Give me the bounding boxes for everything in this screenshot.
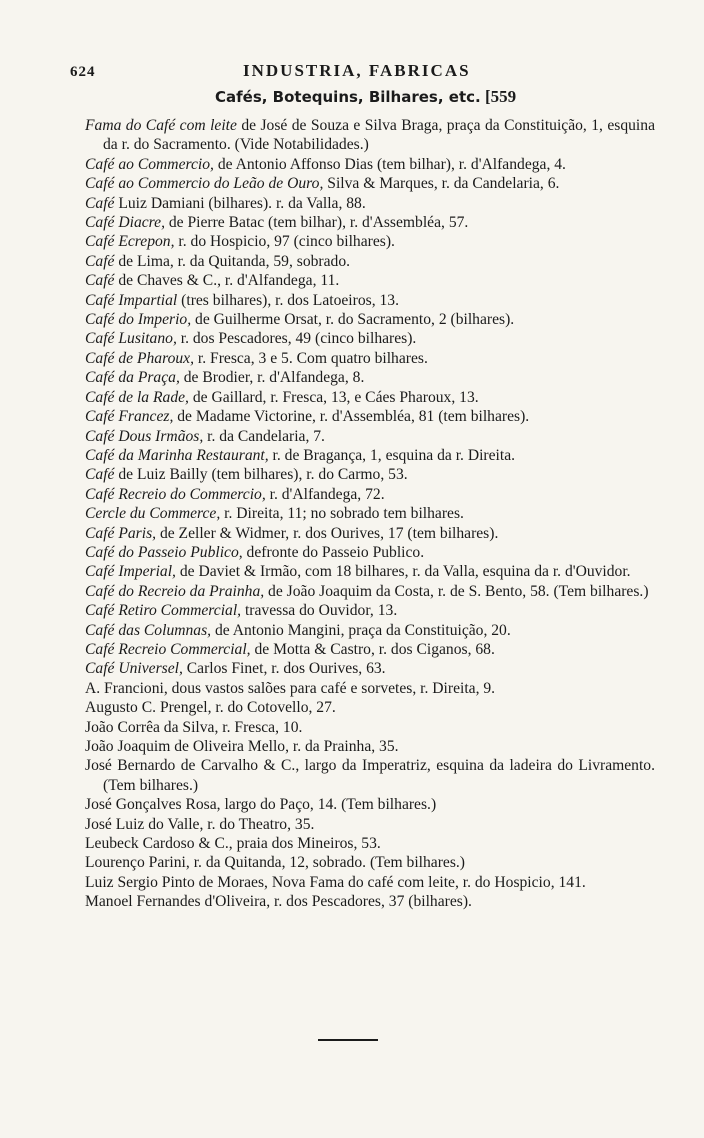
entry-establishment-name: Café <box>85 272 115 290</box>
directory-entry <box>85 640 655 659</box>
entry-establishment-name: Café das Columnas, <box>85 621 212 639</box>
directory-entry <box>85 524 655 543</box>
entry-establishment-name: Café <box>85 252 115 270</box>
directory-entry <box>85 388 655 407</box>
entry-establishment-name: Café de la Rade, <box>85 388 189 406</box>
entry-establishment-name: Café Ecrepon, <box>85 233 175 251</box>
entry-establishment-name: Cercle du Commerce, <box>85 505 221 523</box>
entry-details: travessa do Ouvidor, 13. <box>241 602 398 620</box>
entry-establishment-name: Café da Marinha Restaurant, <box>85 446 269 464</box>
entry-details: defronte do Passeio Publico. <box>242 543 425 561</box>
entry-establishment-name: Café Recreio Commercial, <box>85 640 251 658</box>
directory-entry <box>85 892 655 911</box>
entry-details: r. da Candelaria, 7. <box>203 427 325 445</box>
entry-establishment-name: Fama do Café com leite <box>85 117 237 134</box>
entry-details: de Zeller & Widmer, r. dos Ourives, 17 (tem bilhares). <box>156 524 499 542</box>
subtitle-label: Cafés, Botequins, Bilhares, etc. <box>215 88 481 106</box>
entry-details: de Guilherme Orsat, r. do Sacramento, 2 (bilhares). <box>191 311 515 329</box>
entry-details: João Joaquim de Oliveira Mello, r. da Prainha, 35. <box>85 738 399 755</box>
entry-details: r. dos Pescadores, 49 (cinco bilhares). <box>176 330 417 348</box>
directory-entry <box>85 621 655 640</box>
directory-entry <box>85 116 655 155</box>
directory-entry <box>85 291 655 310</box>
entry-establishment-name: Café Dous Irmãos, <box>85 427 204 445</box>
entry-establishment-name: Café Universel, <box>85 660 183 678</box>
entry-details: Manoel Fernandes d'Oliveira, r. dos Pescadores, 37 (bilhares). <box>85 893 472 911</box>
directory-entry <box>85 853 655 872</box>
entry-details: de Brodier, r. d'Alfandega, 8. <box>179 369 365 387</box>
directory-entry <box>85 737 655 756</box>
directory-entry <box>85 427 655 446</box>
entry-establishment-name: Café Recreio do Commercio, <box>85 485 266 503</box>
entry-details: José Bernardo de Carvalho & C., largo da Imperatriz, esquina da ladeira do Livramento. (Tem bilhares.) <box>85 757 655 794</box>
entry-details: José Gonçalves Rosa, largo do Paço, 14. (Tem bilhares.) <box>85 796 437 814</box>
entry-establishment-name: Café Francez, <box>85 408 174 426</box>
entry-establishment-name: Café ao Commercio, <box>85 155 214 173</box>
entry-details: João Corrêa da Silva, r. Fresca, 10. <box>85 718 303 736</box>
entry-details: r. de Bragança, 1, esquina da r. Direita. <box>268 446 516 464</box>
directory-entry <box>85 679 655 698</box>
entry-details: (tres bilhares), r. dos Latoeiros, 13. <box>177 291 399 309</box>
entry-details: de José de Souza e Silva Braga, praça da Constituição, 1, esquina da r. do Sacramento. (Vide Notabilidades.) <box>103 117 655 154</box>
directory-entries <box>85 116 655 912</box>
directory-entry <box>85 659 655 678</box>
directory-entry <box>85 174 655 193</box>
directory-entry <box>85 756 655 795</box>
entry-details: r. do Hospicio, 97 (cinco bilhares). <box>174 233 395 251</box>
directory-entry <box>85 543 655 562</box>
entry-details: de Antonio Affonso Dias (tem bilhar), r. d'Alfandega, 4. <box>213 155 566 173</box>
source-page-ref: [559 <box>484 87 517 106</box>
entry-establishment-name: Café Diacre, <box>85 214 165 232</box>
entry-details: José Luiz do Valle, r. do Theatro, 35. <box>85 815 315 833</box>
entry-details: de Madame Victorine, r. d'Assembléa, 81 (tem bilhares). <box>173 408 530 426</box>
closing-rule <box>318 1039 378 1041</box>
section-subtitle <box>215 87 516 107</box>
section-title: INDUSTRIA, FABRICAS <box>243 61 471 80</box>
entry-details: A. Francioni, dous vastos salões para café e sorvetes, r. Direita, 9. <box>85 679 496 697</box>
entry-details: Augusto C. Prengel, r. do Cotovello, 27. <box>85 699 336 717</box>
entry-details: de Luiz Bailly (tem bilhares), r. do Carmo, 53. <box>114 466 408 484</box>
directory-entry <box>85 718 655 737</box>
entry-establishment-name: Café <box>85 194 115 212</box>
entry-details: de Pierre Batac (tem bilhar), r. d'Assembléa, 57. <box>164 214 469 232</box>
directory-entry <box>85 698 655 717</box>
entry-establishment-name: Café Lusitano, <box>85 330 177 348</box>
directory-entry <box>85 873 655 892</box>
entry-details: r. Direita, 11; no sobrado tem bilhares. <box>220 505 464 523</box>
directory-entry <box>85 795 655 814</box>
directory-entry <box>85 155 655 174</box>
directory-entry <box>85 271 655 290</box>
entry-details: Leubeck Cardoso & C., praia dos Mineiros, 53. <box>85 835 381 853</box>
entry-details: Luiz Sergio Pinto de Moraes, Nova Fama do café com leite, r. do Hospicio, 141. <box>85 873 586 891</box>
entry-details: Luiz Damiani (bilhares). r. da Valla, 88. <box>114 194 366 212</box>
entry-details: de Chaves & C., r. d'Alfandega, 11. <box>114 272 340 290</box>
entry-details: de Motta & Castro, r. dos Ciganos, 68. <box>250 640 495 658</box>
entry-details: de João Joaquim da Costa, r. de S. Bento, 58. (Tem bilhares.) <box>264 582 649 600</box>
entry-details: r. d'Alfandega, 72. <box>265 485 385 503</box>
directory-entry <box>85 349 655 368</box>
entry-establishment-name: Café ao Commercio do Leão de Ouro, <box>85 175 324 193</box>
directory-entry <box>85 407 655 426</box>
entry-details: Lourenço Parini, r. da Quitanda, 12, sobrado. (Tem bilhares.) <box>85 854 465 872</box>
directory-entry <box>85 213 655 232</box>
entry-establishment-name: Café Retiro Commercial, <box>85 602 242 620</box>
entry-establishment-name: Café do Passeio Publico, <box>85 543 243 561</box>
directory-entry <box>85 329 655 348</box>
entry-establishment-name: Café do Imperio, <box>85 311 192 329</box>
directory-entry <box>85 582 655 601</box>
directory-entry <box>85 601 655 620</box>
entry-details: de Antonio Mangini, praça da Constituição, 20. <box>211 621 511 639</box>
directory-entry <box>85 504 655 523</box>
directory-entry <box>85 815 655 834</box>
entry-details: Silva & Marques, r. da Candelaria, 6. <box>323 175 560 193</box>
entry-establishment-name: Café Impartial <box>85 291 178 309</box>
entry-establishment-name: Café Imperial, <box>85 563 176 581</box>
directory-entry <box>85 562 655 581</box>
directory-entry <box>85 485 655 504</box>
directory-entry <box>85 310 655 329</box>
directory-entry <box>85 834 655 853</box>
directory-entry <box>85 368 655 387</box>
directory-entry <box>85 252 655 271</box>
entry-details: de Gaillard, r. Fresca, 13, e Cáes Pharoux, 13. <box>188 388 479 406</box>
entry-establishment-name: Café do Recreio da Prainha, <box>85 582 265 600</box>
directory-entry <box>85 194 655 213</box>
page-number: 624 <box>70 64 96 80</box>
directory-entry <box>85 446 655 465</box>
entry-establishment-name: Café <box>85 466 115 484</box>
entry-establishment-name: Café de Pharoux, <box>85 349 194 367</box>
directory-entry <box>85 232 655 251</box>
entry-details: Carlos Finet, r. dos Ourives, 63. <box>182 660 386 678</box>
entry-details: r. Fresca, 3 e 5. Com quatro bilhares. <box>194 349 428 367</box>
entry-establishment-name: Café da Praça, <box>85 369 180 387</box>
entry-details: de Daviet & Irmão, com 18 bilhares, r. da Valla, esquina da r. d'Ouvidor. <box>175 563 631 581</box>
directory-entry <box>85 465 655 484</box>
entry-establishment-name: Café Paris, <box>85 524 157 542</box>
entry-details: de Lima, r. da Quitanda, 59, sobrado. <box>114 252 351 270</box>
